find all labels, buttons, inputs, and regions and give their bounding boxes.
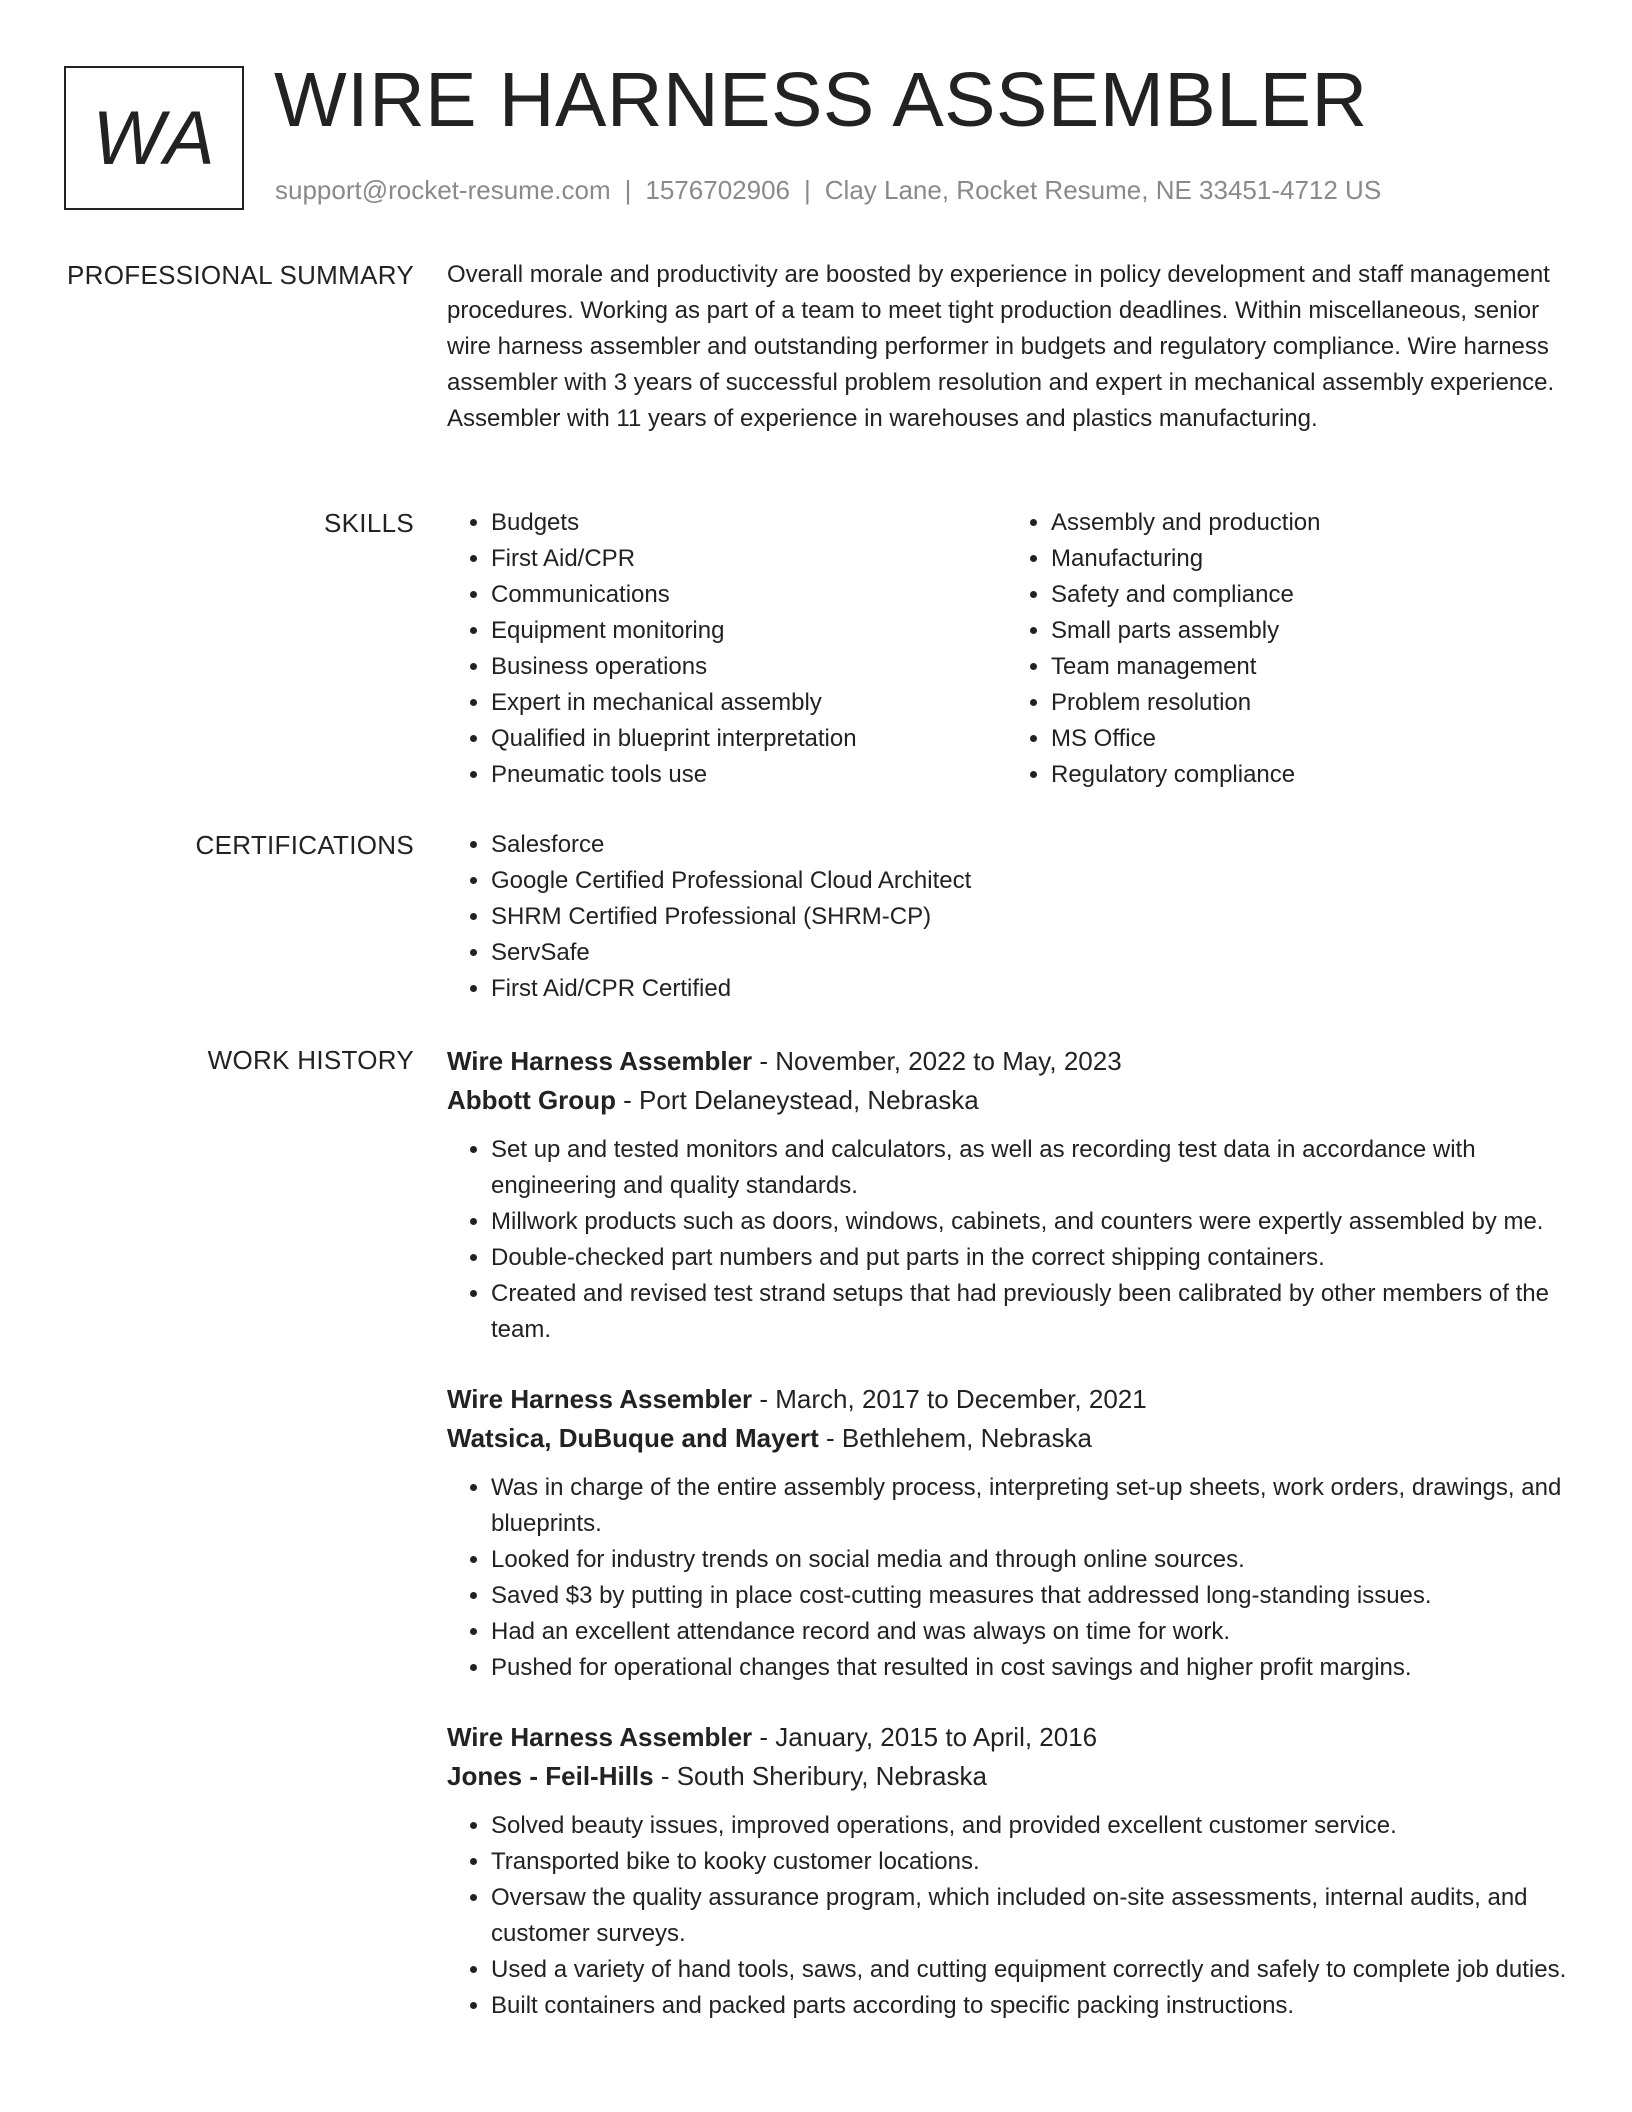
skill-item: • Expert in mechanical assembly bbox=[491, 685, 1007, 721]
job-dates: - January, 2015 to April, 2016 bbox=[752, 1722, 1098, 1752]
job-title-line bbox=[447, 1718, 1567, 1757]
job-bullet: • Oversaw the quality assurance program, which included on-site assessments, internal audits, and customer surveys. bbox=[491, 1880, 1567, 1952]
skill-item: • Equipment monitoring bbox=[491, 613, 1007, 649]
job-company-line bbox=[447, 1419, 1567, 1458]
skill-item: • Manufacturing bbox=[1051, 541, 1567, 577]
job-bullet: • Was in charge of the entire assembly process, interpreting set-up sheets, work orders, drawings, and blueprints. bbox=[491, 1470, 1567, 1542]
certifications-body bbox=[447, 827, 1567, 1007]
job-dates: - November, 2022 to May, 2023 bbox=[752, 1046, 1122, 1076]
job-dates: - March, 2017 to December, 2021 bbox=[752, 1384, 1147, 1414]
job-bullet: • Double-checked part numbers and put parts in the correct shipping containers. bbox=[491, 1240, 1567, 1276]
job-bullet: • Pushed for operational changes that resulted in cost savings and higher profit margins. bbox=[491, 1650, 1567, 1686]
email-link[interactable]: support@rocket-resume.com bbox=[275, 175, 611, 205]
job-bullet: • Transported bike to kooky customer locations. bbox=[491, 1844, 1567, 1880]
skill-item: • Budgets bbox=[491, 505, 1007, 541]
job-bullet: • Solved beauty issues, improved operations, and provided excellent customer service. bbox=[491, 1808, 1567, 1844]
phone-number: 1576702906 bbox=[645, 175, 790, 205]
skill-item: • Pneumatic tools use bbox=[491, 757, 1007, 793]
job-bullet: • Used a variety of hand tools, saws, and cutting equipment correctly and safely to complete job duties. bbox=[491, 1952, 1567, 1988]
summary-heading: PROFESSIONAL SUMMARY bbox=[67, 260, 414, 290]
job-company: Jones - Feil-Hills bbox=[447, 1761, 654, 1791]
skill-item: • Qualified in blueprint interpretation bbox=[491, 721, 1007, 757]
skills-heading: SKILLS bbox=[324, 508, 414, 538]
job-entry bbox=[447, 1042, 1567, 1348]
job-title-line bbox=[447, 1380, 1567, 1419]
skills-list-left bbox=[447, 505, 1007, 793]
job-bullet: • Set up and tested monitors and calculators, as well as recording test data in accordance with engineering and quality standards. bbox=[491, 1132, 1567, 1204]
certification-item: • ServSafe bbox=[491, 935, 1567, 971]
summary-body bbox=[447, 257, 1567, 437]
job-bullets bbox=[447, 1808, 1567, 2024]
job-company: Abbott Group bbox=[447, 1085, 616, 1115]
job-location: - South Sheribury, Nebraska bbox=[653, 1761, 987, 1791]
job-bullet: • Saved $3 by putting in place cost-cutting measures that addressed long-standing issues. bbox=[491, 1578, 1567, 1614]
skill-item: • Small parts assembly bbox=[1051, 613, 1567, 649]
job-company: Watsica, DuBuque and Mayert bbox=[447, 1423, 819, 1453]
address: Clay Lane, Rocket Resume, NE 33451-4712 US bbox=[824, 175, 1382, 205]
job-bullets bbox=[447, 1132, 1567, 1348]
certifications-heading: CERTIFICATIONS bbox=[195, 830, 414, 860]
job-bullet: • Looked for industry trends on social media and through online sources. bbox=[491, 1542, 1567, 1578]
job-entry bbox=[447, 1718, 1567, 2024]
contact-separator: | bbox=[804, 175, 811, 205]
job-location: - Bethlehem, Nebraska bbox=[818, 1423, 1092, 1453]
summary-text: Overall morale and productivity are boosted by experience in policy development and staff management procedures. Working as part of a team to meet tight production deadlines. Within miscellaneous, senior wire harness assembler and outstanding performer in budgets and regulatory compliance. Wire harness assembler with 3 years of successful problem resolution and expert in mechanical assembly experience. Assembler with 11 years of experience in warehouses and plastics manufacturing. bbox=[447, 261, 1555, 432]
certification-item: • SHRM Certified Professional (SHRM-CP) bbox=[491, 899, 1567, 935]
job-entry bbox=[447, 1380, 1567, 1686]
skill-item: • Assembly and production bbox=[1051, 505, 1567, 541]
skill-item: • Team management bbox=[1051, 649, 1567, 685]
certifications-list bbox=[447, 827, 1567, 1007]
skill-item: • Communications bbox=[491, 577, 1007, 613]
job-bullet: • Had an excellent attendance record and was always on time for work. bbox=[491, 1614, 1567, 1650]
job-bullet: • Built containers and packed parts according to specific packing instructions. bbox=[491, 1988, 1567, 2024]
skill-item: • Business operations bbox=[491, 649, 1007, 685]
job-bullet: • Created and revised test strand setups that had previously been calibrated by other members of the team. bbox=[491, 1276, 1567, 1348]
skill-item: • Problem resolution bbox=[1051, 685, 1567, 721]
monogram-logo: WA bbox=[64, 66, 244, 210]
certification-item: • Salesforce bbox=[491, 827, 1567, 863]
certification-item: • First Aid/CPR Certified bbox=[491, 971, 1567, 1007]
contact-separator: | bbox=[624, 175, 632, 205]
work-history-body bbox=[447, 1042, 1567, 2024]
job-title: Wire Harness Assembler bbox=[447, 1384, 753, 1414]
work-history-heading: WORK HISTORY bbox=[207, 1045, 414, 1075]
skills-body bbox=[447, 505, 1567, 793]
candidate-name: WIRE HARNESS ASSEMBLER bbox=[274, 57, 1368, 143]
job-title-line bbox=[447, 1042, 1567, 1081]
job-title: Wire Harness Assembler bbox=[447, 1722, 753, 1752]
skills-list-right bbox=[1007, 505, 1567, 793]
skill-item: • MS Office bbox=[1051, 721, 1567, 757]
job-location: - Port Delaneystead, Nebraska bbox=[615, 1085, 979, 1115]
skill-item: • Regulatory compliance bbox=[1051, 757, 1567, 793]
skill-item: • Safety and compliance bbox=[1051, 577, 1567, 613]
certification-item: • Google Certified Professional Cloud Architect bbox=[491, 863, 1567, 899]
job-bullet: • Millwork products such as doors, windows, cabinets, and counters were expertly assembled by me. bbox=[491, 1204, 1567, 1240]
skill-item: • First Aid/CPR bbox=[491, 541, 1007, 577]
job-title: Wire Harness Assembler bbox=[447, 1046, 753, 1076]
job-company-line bbox=[447, 1081, 1567, 1120]
job-company-line bbox=[447, 1757, 1567, 1796]
job-bullets bbox=[447, 1470, 1567, 1686]
contact-line bbox=[275, 175, 1381, 206]
